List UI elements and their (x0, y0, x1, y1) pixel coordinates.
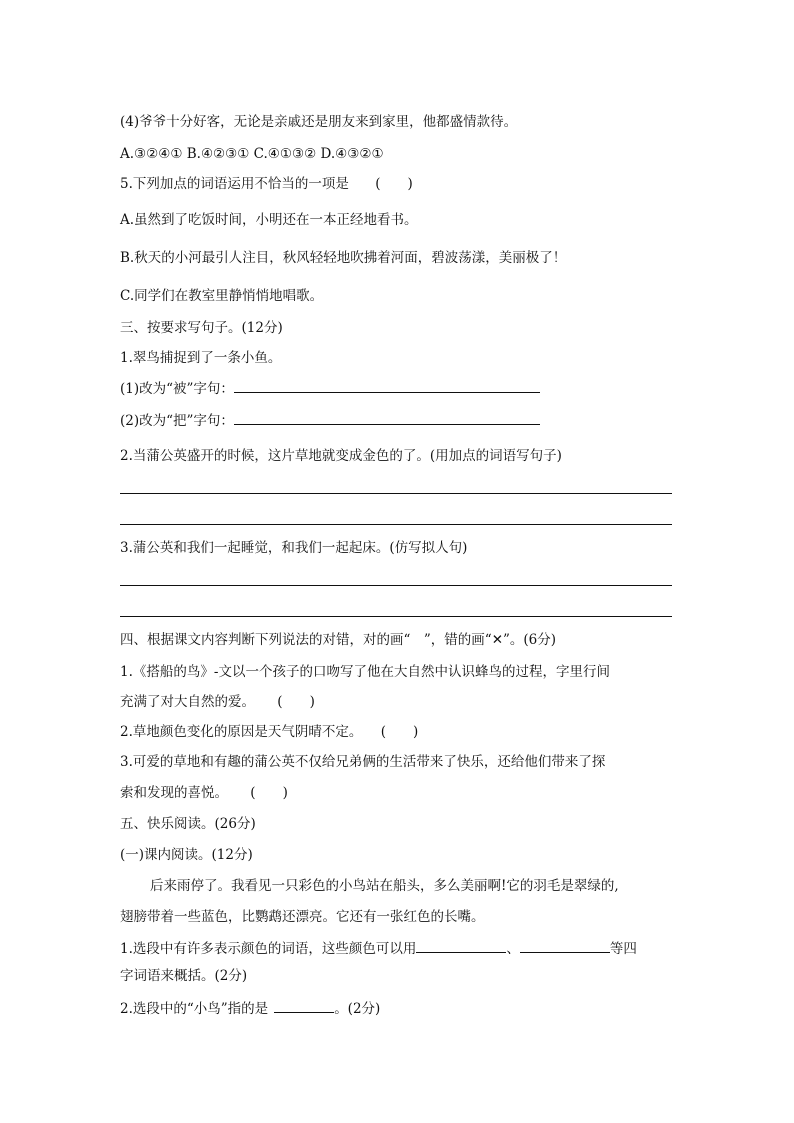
section-3-q3: 3.蒲公英和我们一起睡觉，和我们一起起床。(仿写拟人句) (120, 540, 468, 556)
answer-blank[interactable] (274, 998, 334, 1013)
passage-line-2: 翅膀带着一些蓝色，比鹦鹉还漂亮。它还有一张红色的长嘴。 (120, 909, 485, 925)
answer-line[interactable] (120, 585, 672, 586)
answer-parentheses[interactable]: ( ) (375, 176, 413, 192)
question-5-text: 5.下列加点的词语运用不恰当的一项是 (120, 176, 349, 192)
statement-text: 索和发现的喜悦。 (120, 785, 228, 801)
answer-line[interactable] (120, 493, 672, 494)
answer-line[interactable] (120, 524, 672, 525)
statement-text: 2.草地颜色变化的原因是天气阴晴不定。 (120, 724, 363, 740)
option-c: C.同学们在教室里静悄悄地唱歌。 (120, 288, 324, 304)
statement-text: 充满了对大自然的爱。 (120, 694, 255, 710)
section-4-q1-line1: 1.《搭船的鸟》-文以一个孩子的口吻写了他在大自然中认识蜂鸟的过程，字里行间 (120, 664, 610, 680)
section-4-heading: 四、根据课文内容判断下列说法的对错，对的画“ ”，错的画“✕”。(6分) (120, 632, 557, 648)
section-4-q3-line1: 3.可爱的草地和有趣的蒲公英不仅给兄弟俩的生活带来了快乐，还给他们带来了探 (120, 754, 606, 770)
section-5-subheading: (一)课内阅读。(12分) (120, 847, 253, 863)
answer-blank[interactable] (234, 410, 540, 425)
passage-line-1: 后来雨停了。我看见一只彩色的小鸟站在船头，多么美丽啊!它的羽毛是翠绿的, (150, 878, 619, 894)
section-5-q2 (120, 998, 380, 1019)
section-4-q1-line2 (120, 692, 315, 712)
section-3-q1b (120, 410, 540, 431)
section-3-q1a (120, 378, 540, 399)
answer-parentheses[interactable]: ( ) (250, 785, 288, 801)
answer-blank[interactable] (416, 938, 506, 953)
answer-line[interactable] (120, 616, 672, 617)
question-text: 1.选段中有许多表示颜色的词语，这些颜色可以用 (120, 941, 417, 957)
question-text: 。(2分) (334, 1001, 381, 1017)
section-5-q1 (120, 938, 637, 959)
ba-sentence-label: (2)改为“把”字句： (120, 413, 234, 429)
question-text: 等四 (609, 941, 637, 957)
section-4-q3-line2 (120, 783, 288, 803)
answer-blank[interactable] (520, 938, 610, 953)
option-b: B.秋天的小河最引人注目，秋风轻轻地吹拂着河面，碧波荡漾，美丽极了！ (120, 250, 567, 266)
question-4-item-4: (4)爷爷十分好客，无论是亲戚还是朋友来到家里，他都盛情款待。 (120, 114, 518, 130)
section-3-heading: 三、按要求写句子。(12分) (120, 320, 283, 336)
question-5-stem (120, 174, 413, 194)
passive-sentence-label: (1)改为“被”字句： (120, 381, 234, 397)
question-text: 2.选段中的“小鸟”指的是 (120, 1001, 269, 1017)
section-4-q2 (120, 722, 418, 742)
section-3-q1: 1.翠鸟捕捉到了一条小鱼。 (120, 350, 282, 366)
answer-parentheses[interactable]: ( ) (380, 724, 419, 740)
section-3-q2: 2.当蒲公英盛开的时候，这片草地就变成金色的了。(用加点的词语写句子) (120, 448, 562, 464)
section-5-heading: 五、快乐阅读。(26分) (120, 816, 256, 832)
section-5-q1-line2: 字词语来概括。(2分) (120, 968, 248, 984)
separator: 、 (506, 941, 520, 957)
answer-blank[interactable] (234, 378, 540, 393)
question-4-options: A.③②④① B.④②③① C.④①③② D.④③②① (120, 146, 384, 162)
answer-parentheses[interactable]: ( ) (277, 694, 315, 710)
option-a: A.虽然到了吃饭时间，小明还在一本正经地看书。 (120, 212, 418, 228)
